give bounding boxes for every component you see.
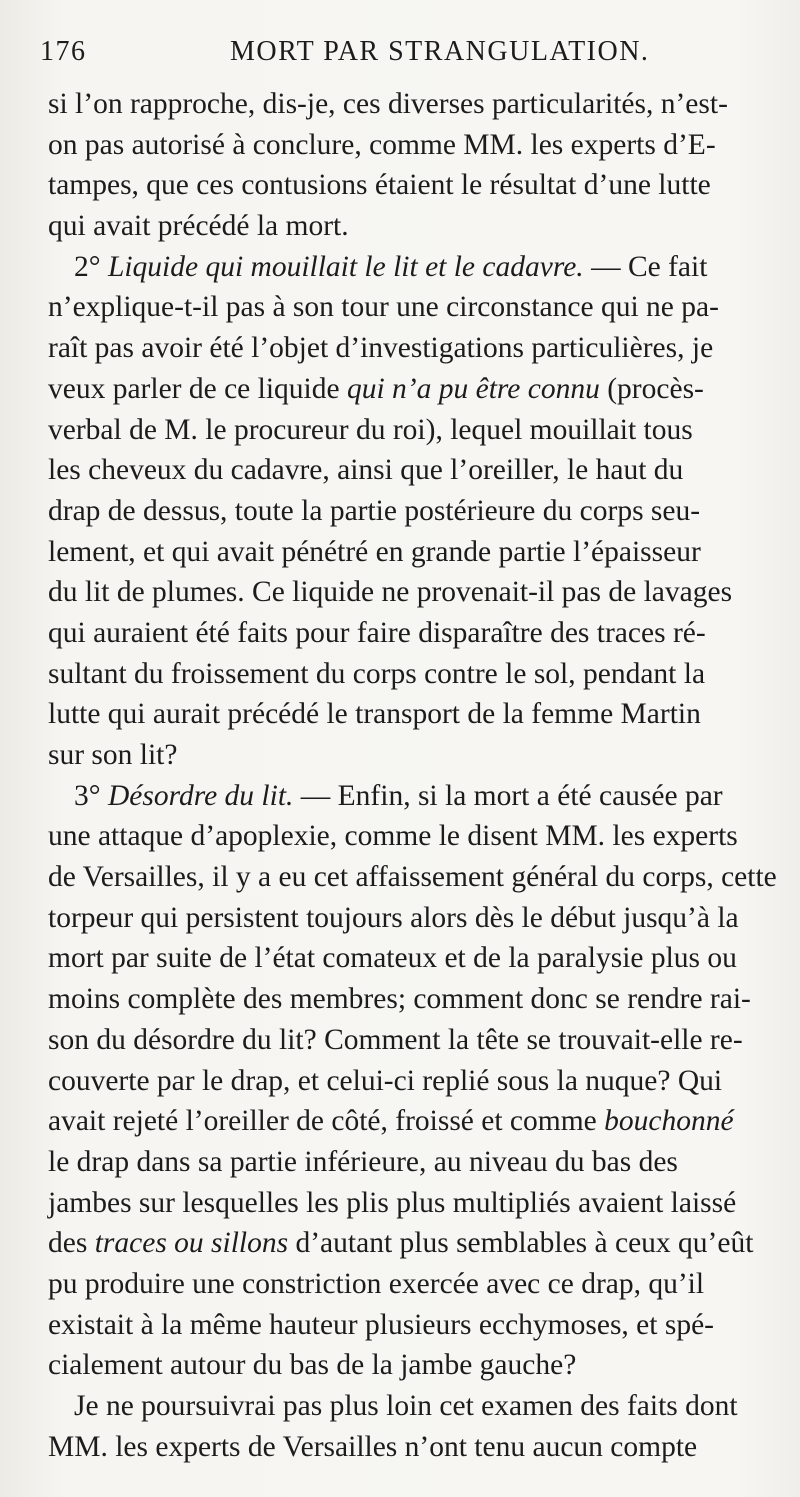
text-line [48,735,758,776]
text-span: torpeur qui persistent toujours alors dès le début jusqu’à la [48,901,739,934]
italic-span: Désordre du lit. [107,779,294,812]
italic-span: qui n’a pu être connu [346,372,600,405]
text-span: MM. les experts de Versailles n’ont tenu aucun compte [48,1430,698,1463]
text-span: de Versailles, il y a eu cet affaissement général du corps, cette [48,861,777,894]
text-span: moins complète des membres; comment donc se rendre rai- [48,983,751,1016]
text-span: lement, et qui avait pénétré en grande partie l’épaisseur [48,535,701,568]
text-span: cialement autour du bas de la jambe gauche? [48,1349,577,1382]
text-line [48,898,758,939]
text-line [48,450,758,491]
text-span: son du désordre du lit? Comment la tête se trouvait-elle re- [48,1023,743,1056]
text-line [48,328,758,369]
text-line [48,369,758,410]
text-span: si l’on rapproche, dis-je, ces diverses particularités, n’est- [48,88,728,120]
text-line [48,125,758,166]
text-span: verbal de M. le procureur du roi), lequel mouillait tous [48,413,693,446]
text-line [48,247,758,288]
text-span: sur son lit? [48,739,178,771]
text-line [48,1305,758,1346]
text-line [48,654,758,695]
text-line [48,165,758,206]
text-span: — Ce fait [583,250,708,283]
text-span: drap de dessus, toute la partie postérieure du corps seu- [48,494,701,527]
text-line [48,1061,758,1102]
text-span: Je ne poursuivrai pas plus loin cet examen des faits dont [74,1390,738,1422]
text-line [48,938,758,979]
text-span: des [48,1227,95,1260]
text-line [48,1386,758,1427]
text-line [48,84,758,125]
text-span: lutte qui aurait précédé le transport de la femme Martin [48,698,701,731]
text-span: jambes sur lesquelles les plis plus multipliés avaient laissé [48,1186,737,1219]
text-span: d’autant plus semblables à ceux qu’eût [288,1227,754,1260]
text-span: on pas autorisé à conclure, comme MM. les experts d’E- [48,128,716,161]
running-title: MORT PAR STRANGULATION. [230,36,650,67]
text-line [48,816,758,857]
text-span: pu produire une constriction exercée avec ce drap, qu’il [48,1267,705,1300]
text-span: le drap dans sa partie inférieure, au niveau du bas des [48,1145,678,1178]
text-line [48,1020,758,1061]
text-line [48,206,758,247]
text-span: existait à la même hauteur plusieurs ecchymoses, et spé- [48,1308,714,1341]
text-span: n’explique-t-il pas à son tour une circonstance qui ne pa- [48,291,719,324]
text-line [48,287,758,328]
italic-span: traces ou sillons [94,1227,289,1260]
text-line [48,857,777,898]
text-span: tampes, que ces contusions étaient le résultat d’une lutte [48,169,711,202]
text-span: 2° [74,250,108,283]
text-span: veux parler de ce liquide [48,372,347,405]
text-line [48,1183,758,1224]
text-span: mort par suite de l’état comateux et de la paralysie plus ou [48,942,737,975]
text-line [48,410,758,451]
text-span: du lit de plumes. Ce liquide ne provenait-il pas de lavages [48,576,733,609]
italic-span: Liquide qui mouillait le lit et le cadavre. [107,250,584,283]
text-span: une attaque d’apoplexie, comme le disent MM. les experts [48,820,738,853]
page-header [40,30,760,70]
text-span: qui auraient été faits pour faire disparaître des traces ré- [48,616,706,649]
text-line [48,1264,758,1305]
text-span: qui avait précédé la mort. [48,210,349,243]
text-line [48,979,758,1020]
body-text [48,84,777,1467]
text-span: sultant du froissement du corps contre le sol, pendant la [48,657,706,690]
text-span: 3° [74,779,108,812]
text-line [48,694,758,735]
text-line [48,572,758,613]
text-line [48,1427,758,1468]
text-span: avait rejeté l’oreiller de côté, froissé et comme [48,1105,605,1138]
text-line [48,1101,758,1142]
text-span: — Enfin, si la mort a été causée par [293,779,723,812]
text-line [48,776,758,817]
text-span: raît pas avoir été l’objet d’investigations particulières, je [48,332,714,365]
text-line [48,613,758,654]
text-line [48,532,758,573]
text-line [48,1345,758,1386]
text-line [48,1223,758,1264]
text-span: les cheveux du cadavre, ainsi que l’oreiller, le haut du [48,454,684,487]
italic-span: bouchonné [604,1105,734,1138]
text-line [48,491,758,532]
page-number: 176 [40,36,87,67]
text-line [48,1142,758,1183]
text-span: couverte par le drap, et celui-ci replié sous la nuque? Qui [48,1064,723,1097]
text-span: (procès- [599,372,704,405]
